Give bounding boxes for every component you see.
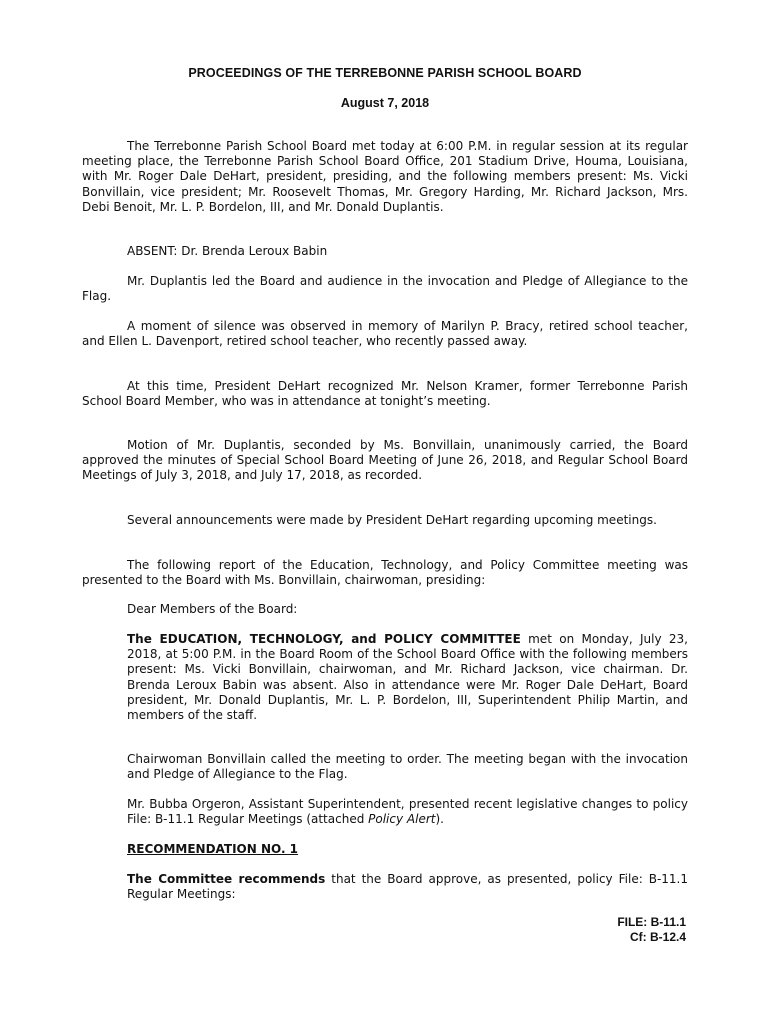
document-date: August 7, 2018 [340,96,430,110]
committee-orgeron [127,797,688,827]
committee-call-to-order: Chairwoman Bonvillain called the meeting to order. The meeting began with the invocation and Pledge of Allegiance to the Flag. [127,752,688,782]
file-number: FILE: B-11.1 [617,915,686,929]
paragraph-moment-of-silence: A moment of silence was observed in memory of Marilyn P. Bracy, retired school teacher, and Ellen L. Davenport, retired school teacher, who recently passed away. [82,319,688,349]
committee-intro [127,632,688,723]
paragraph-minutes-motion: Motion of Mr. Duplantis, seconded by Ms. Bonvillain, unanimously carried, the Board approved the minutes of Special School Board Meeting of June 26, 2018, and Regular School Board Meetings of July 3, 2018, and July 17, 2018, as recorded. [82,438,688,483]
committee-name: The EDUCATION, TECHNOLOGY, and POLICY COMMITTEE [127,632,521,646]
orgeron-text: Mr. Bubba Orgeron, Assistant Superintendent, presented recent legislative changes to policy File: B-11.1 Regular Meetings (attached [127,797,688,827]
paragraph-committee-report: The following report of the Education, Technology, and Policy Committee meeting was presented to the Board with Ms. Bonvillain, chairwoman, presiding: [82,558,688,588]
paragraph-absent: ABSENT: Dr. Brenda Leroux Babin [127,244,328,258]
document-title: PROCEEDINGS OF THE TERREBONNE PARISH SCHOOL BOARD [188,66,582,80]
paragraph-invocation: Mr. Duplantis led the Board and audience in the invocation and Pledge of Allegiance to the Flag. [82,274,688,304]
paragraph-recognition: At this time, President DeHart recognized Mr. Nelson Kramer, former Terrebonne Parish School Board Member, who was in attendance at tonight’s meeting. [82,379,688,409]
committee-recommendation [127,872,688,902]
orgeron-end: ). [435,812,444,827]
file-reference [617,915,686,945]
recommendation-heading: RECOMMENDATION NO. 1 [127,842,299,856]
recommends-bold: The Committee recommends [127,872,326,886]
committee-salutation: Dear Members of the Board: [127,602,298,616]
policy-alert-italic: Policy Alert [368,812,436,827]
committee-intro-text: met on Monday, July 23, 2018, at 5:00 P.M. in the Board Room of the School Board Office with the following members present: Ms. Vicki Bonvillain, chairwoman, and Mr. Richard Jackson, vice chairman. Dr. Brenda Leroux Babin was absent. Also in attendance were Mr. Roger Dale DeHart, Board president, Mr. Donald Duplantis, Mr. L. P. Bordelon, III, Superintendent Philip Martin, and members of the staff. [127,632,688,723]
paragraph-session: The Terrebonne Parish School Board met today at 6:00 P.M. in regular session at its regular meeting place, the Terrebonne Parish School Board Office, 201 Stadium Drive, Houma, Louisiana, with Mr. Roger Dale DeHart, president, presiding, and the following members present: Ms. Vicki Bonvillain, vice president; Mr. Roosevelt Thomas, Mr. Gregory Harding, Mr. Richard Jackson, Mrs. Debi Benoit, Mr. L. P. Bordelon, III, and Mr. Donald Duplantis. [82,139,688,214]
cf-number: Cf: B-12.4 [629,930,686,944]
recommends-text: that the Board approve, as presented, policy File: B-11.1 Regular Meetings: [127,872,689,902]
paragraph-announcements: Several announcements were made by President DeHart regarding upcoming meetings. [127,513,657,527]
